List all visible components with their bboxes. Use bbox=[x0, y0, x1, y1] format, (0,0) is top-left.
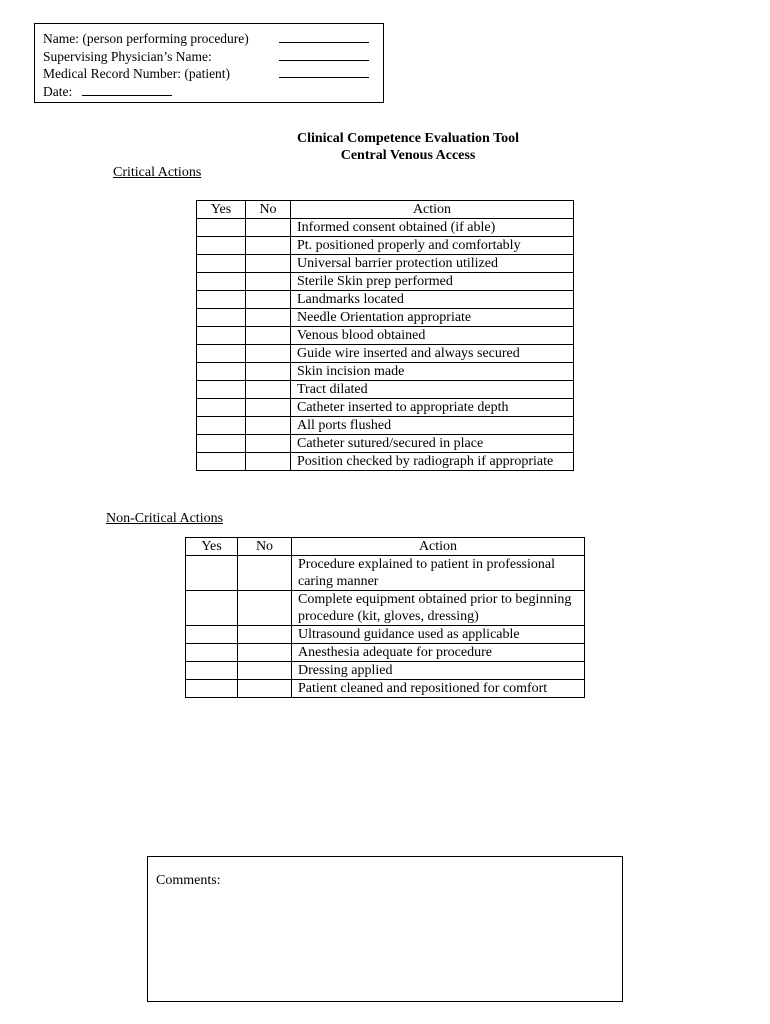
table-row bbox=[186, 556, 585, 591]
table-row bbox=[186, 591, 585, 626]
table-row bbox=[197, 435, 574, 453]
table-row bbox=[197, 237, 574, 255]
yes-checkbox-cell[interactable] bbox=[197, 219, 246, 237]
table-row bbox=[197, 291, 574, 309]
action-cell: Catheter inserted to appropriate depth bbox=[291, 399, 574, 417]
yes-checkbox-cell[interactable] bbox=[186, 644, 238, 662]
no-checkbox-cell[interactable] bbox=[246, 381, 291, 399]
table-row bbox=[186, 644, 585, 662]
no-checkbox-cell[interactable] bbox=[246, 327, 291, 345]
action-cell: Complete equipment obtained prior to beginning procedure (kit, gloves, dressing) bbox=[292, 591, 585, 626]
yes-checkbox-cell[interactable] bbox=[186, 626, 238, 644]
yes-checkbox-cell[interactable] bbox=[197, 345, 246, 363]
action-cell: Needle Orientation appropriate bbox=[291, 309, 574, 327]
yes-header: Yes bbox=[197, 201, 246, 219]
title-line-1: Clinical Competence Evaluation Tool bbox=[296, 131, 520, 146]
action-cell: Landmarks located bbox=[291, 291, 574, 309]
no-header: No bbox=[246, 201, 291, 219]
action-cell: Venous blood obtained bbox=[291, 327, 574, 345]
table-row bbox=[197, 219, 574, 237]
yes-checkbox-cell[interactable] bbox=[197, 309, 246, 327]
action-cell: Guide wire inserted and always secured bbox=[291, 345, 574, 363]
critical-actions-table bbox=[196, 200, 574, 471]
no-checkbox-cell[interactable] bbox=[246, 273, 291, 291]
record-number-line bbox=[43, 65, 375, 83]
yes-checkbox-cell[interactable] bbox=[197, 255, 246, 273]
yes-checkbox-cell[interactable] bbox=[197, 273, 246, 291]
no-header: No bbox=[238, 538, 292, 556]
performer-name-label: Name: (person performing procedure) bbox=[43, 31, 249, 46]
table-row bbox=[197, 453, 574, 471]
action-cell: Skin incision made bbox=[291, 363, 574, 381]
physician-name-label: Supervising Physician’s Name: bbox=[43, 48, 212, 64]
table-row bbox=[186, 662, 585, 680]
table-row bbox=[197, 273, 574, 291]
record-number-field[interactable] bbox=[279, 65, 369, 78]
table-header-row bbox=[197, 201, 574, 219]
yes-checkbox-cell[interactable] bbox=[197, 453, 246, 471]
yes-checkbox-cell[interactable] bbox=[186, 556, 238, 591]
table-row bbox=[197, 327, 574, 345]
yes-checkbox-cell[interactable] bbox=[197, 363, 246, 381]
date-field[interactable] bbox=[82, 83, 172, 96]
comments-label: Comments: bbox=[156, 873, 221, 888]
no-checkbox-cell[interactable] bbox=[246, 417, 291, 435]
table-row bbox=[197, 381, 574, 399]
no-checkbox-cell[interactable] bbox=[238, 591, 292, 626]
no-checkbox-cell[interactable] bbox=[246, 435, 291, 453]
non-critical-actions-label: Non-Critical Actions bbox=[106, 511, 224, 526]
yes-checkbox-cell[interactable] bbox=[197, 399, 246, 417]
physician-name-line bbox=[43, 48, 375, 66]
no-checkbox-cell[interactable] bbox=[238, 556, 292, 591]
comments-box[interactable] bbox=[147, 856, 623, 1002]
no-checkbox-cell[interactable] bbox=[246, 363, 291, 381]
no-checkbox-cell[interactable] bbox=[246, 255, 291, 273]
non-critical-actions-table bbox=[185, 537, 585, 698]
performer-name-line bbox=[43, 30, 375, 48]
no-checkbox-cell[interactable] bbox=[246, 399, 291, 417]
action-cell: Anesthesia adequate for procedure bbox=[292, 644, 585, 662]
table-row bbox=[197, 399, 574, 417]
record-number-label: Medical Record Number: (patient) bbox=[43, 66, 231, 81]
action-cell: Position checked by radiograph if appropriate bbox=[291, 453, 574, 471]
header-info-box bbox=[34, 23, 384, 103]
title-line-2: Central Venous Access bbox=[340, 148, 476, 163]
no-checkbox-cell[interactable] bbox=[238, 644, 292, 662]
physician-name-field[interactable] bbox=[279, 48, 369, 61]
action-cell: Procedure explained to patient in professional caring manner bbox=[292, 556, 585, 591]
yes-checkbox-cell[interactable] bbox=[197, 327, 246, 345]
date-label: Date: bbox=[43, 83, 73, 99]
critical-actions-label: Critical Actions bbox=[113, 165, 202, 180]
action-cell: Sterile Skin prep performed bbox=[291, 273, 574, 291]
action-header: Action bbox=[292, 538, 585, 556]
no-checkbox-cell[interactable] bbox=[246, 345, 291, 363]
yes-checkbox-cell[interactable] bbox=[197, 417, 246, 435]
table-row bbox=[186, 626, 585, 644]
action-cell: All ports flushed bbox=[291, 417, 574, 435]
action-cell: Catheter sutured/secured in place bbox=[291, 435, 574, 453]
no-checkbox-cell[interactable] bbox=[238, 680, 292, 698]
yes-checkbox-cell[interactable] bbox=[197, 291, 246, 309]
no-checkbox-cell[interactable] bbox=[246, 237, 291, 255]
table-row bbox=[197, 363, 574, 381]
date-line bbox=[43, 83, 375, 101]
yes-checkbox-cell[interactable] bbox=[186, 680, 238, 698]
page-cut-mask bbox=[180, 718, 590, 726]
no-checkbox-cell[interactable] bbox=[246, 453, 291, 471]
action-cell: Ultrasound guidance used as applicable bbox=[292, 626, 585, 644]
table-row bbox=[197, 255, 574, 273]
no-checkbox-cell[interactable] bbox=[246, 291, 291, 309]
yes-checkbox-cell[interactable] bbox=[197, 237, 246, 255]
no-checkbox-cell[interactable] bbox=[246, 309, 291, 327]
action-cell: Patient cleaned and repositioned for comfort bbox=[292, 680, 585, 698]
table-header-row bbox=[186, 538, 585, 556]
table-row bbox=[197, 345, 574, 363]
action-header: Action bbox=[291, 201, 574, 219]
table-row bbox=[197, 309, 574, 327]
yes-checkbox-cell[interactable] bbox=[186, 591, 238, 626]
table-row bbox=[197, 417, 574, 435]
yes-header: Yes bbox=[186, 538, 238, 556]
action-cell: Pt. positioned properly and comfortably bbox=[291, 237, 574, 255]
yes-checkbox-cell[interactable] bbox=[197, 435, 246, 453]
yes-checkbox-cell[interactable] bbox=[186, 662, 238, 680]
yes-checkbox-cell[interactable] bbox=[197, 381, 246, 399]
action-cell: Tract dilated bbox=[291, 381, 574, 399]
table-row bbox=[186, 680, 585, 698]
no-checkbox-cell[interactable] bbox=[246, 219, 291, 237]
page-title bbox=[258, 130, 558, 164]
performer-name-field[interactable] bbox=[279, 30, 369, 43]
no-checkbox-cell[interactable] bbox=[238, 626, 292, 644]
no-checkbox-cell[interactable] bbox=[238, 662, 292, 680]
action-cell: Universal barrier protection utilized bbox=[291, 255, 574, 273]
action-cell: Informed consent obtained (if able) bbox=[291, 219, 574, 237]
action-cell: Dressing applied bbox=[292, 662, 585, 680]
